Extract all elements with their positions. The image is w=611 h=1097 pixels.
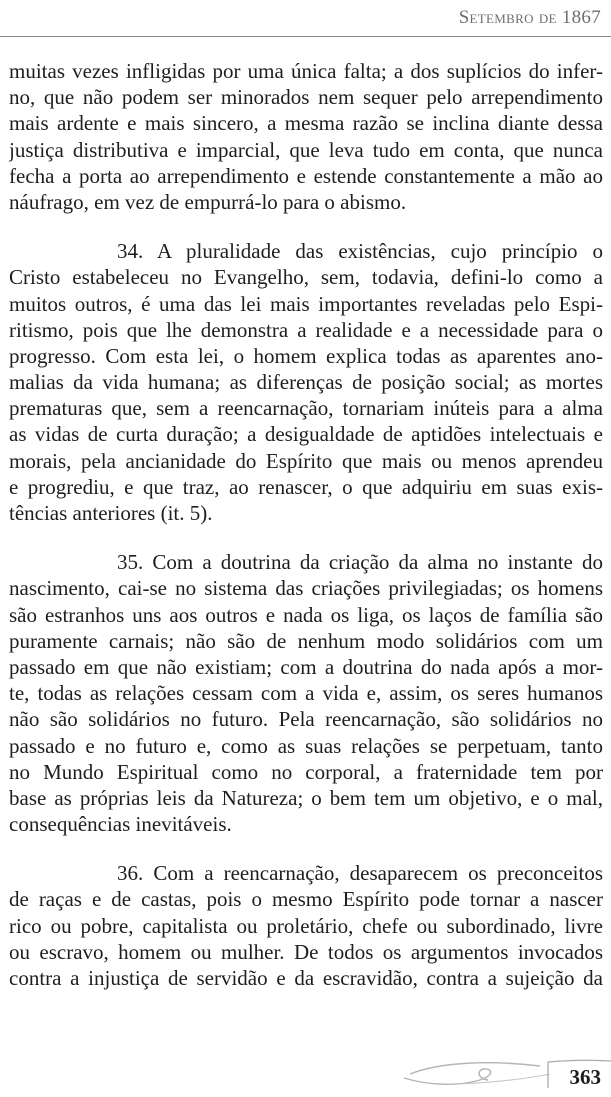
text-line: morais, pela ancianidade do Espírito que mais ou menos aprendeu	[9, 448, 603, 473]
paragraph-36	[9, 860, 603, 991]
text-line: prematuras que, sem a reencarnação, tornariam inúteis para a alma	[9, 396, 603, 421]
paragraph-gap	[9, 526, 603, 549]
text-line: 34. A pluralidade das existências, cujo princípio o	[117, 239, 603, 264]
text-line: ritismo, pois que lhe demonstra a realidade e a necessidade para o	[9, 317, 603, 342]
text-line: náufrago, em vez de empurrá-lo para o abismo.	[9, 189, 407, 214]
running-header: Setembro de 1867	[458, 7, 601, 28]
paragraph	[9, 58, 603, 215]
header-rule	[0, 36, 611, 37]
text-line: Cristo estabeleceu no Evangelho, sem, todavia, defini-lo como a	[9, 265, 603, 290]
text-line: 36. Com a reencarnação, desaparecem os preconceitos	[117, 861, 603, 886]
text-line: passado em que não existiam; com a doutrina do nada após a mor-	[9, 654, 603, 679]
text-line: nascimento, cai-se no sistema das criações privilegiadas; os homens	[9, 576, 603, 601]
text-line: 35. Com a doutrina da criação da alma no instante do	[117, 550, 603, 575]
text-line: base as próprias leis da Natureza; o bem tem um objetivo, e o mal,	[9, 785, 603, 810]
page-body	[9, 58, 603, 991]
text-line: de raças e de castas, pois o mesmo Espírito pode tornar a nascer	[9, 887, 603, 912]
text-line: rico ou pobre, capitalista ou proletário, chefe ou subordinado, livre	[9, 913, 603, 938]
paragraph-35	[9, 549, 603, 837]
text-line: puramente carnais; não são de nenhum modo solidários com um	[9, 628, 603, 653]
text-line: contra a injustiça de servidão e da escravidão, contra a sujeição da	[9, 966, 603, 990]
text-line: ou escravo, homem ou mulher. De todos os argumentos invocados	[9, 939, 603, 964]
paragraph-34	[9, 238, 603, 526]
text-line: consequências inevitáveis.	[9, 812, 232, 837]
text-line: no, que não podem ser minorados nem sequer pelo arrependimento	[9, 85, 603, 110]
text-line: e progrediu, e que traz, ao renascer, o que adquiriu em suas exis-	[9, 474, 603, 499]
text-line: tências anteriores (it. 5).	[9, 501, 213, 525]
text-line: passado e no futuro e, como as suas relações se perpetuam, tanto	[9, 733, 603, 758]
text-line: não são solidários no futuro. Pela reencarnação, são solidários no	[9, 707, 603, 732]
text-line: as vidas de curta duração; a desigualdade de aptidões intelectuais e	[9, 422, 603, 447]
text-line: malias da vida humana; as diferenças de posição social; as mortes	[9, 370, 603, 395]
text-line: muitos outros, é uma das lei mais importantes reveladas pelo Espi-	[9, 291, 603, 316]
text-line: progresso. Com esta lei, o homem explica todas as aparentes ano-	[9, 343, 603, 368]
paragraph-gap	[9, 215, 603, 238]
text-line: fecha a porta ao arrependimento e estende constantemente a mão ao	[9, 163, 603, 188]
text-line: são estranhos uns aos outros e nada os liga, os laços de família são	[9, 602, 603, 627]
text-line: justiça distributiva e imparcial, que leva tudo em conta, que nunca	[9, 137, 603, 162]
text-line: te, todas as relações cessam com a vida e, assim, os seres humanos	[9, 681, 603, 706]
paragraph-gap	[9, 837, 603, 860]
text-line: muitas vezes infligidas por uma única falta; a dos suplícios do infer-	[9, 59, 603, 83]
text-line: no Mundo Espiritual como no corporal, a fraternidade tem por	[9, 759, 603, 784]
text-line: mais ardente e mais sincero, a mesma razão se inclina diante dessa	[9, 111, 603, 136]
page-number: 363	[569, 1065, 601, 1089]
